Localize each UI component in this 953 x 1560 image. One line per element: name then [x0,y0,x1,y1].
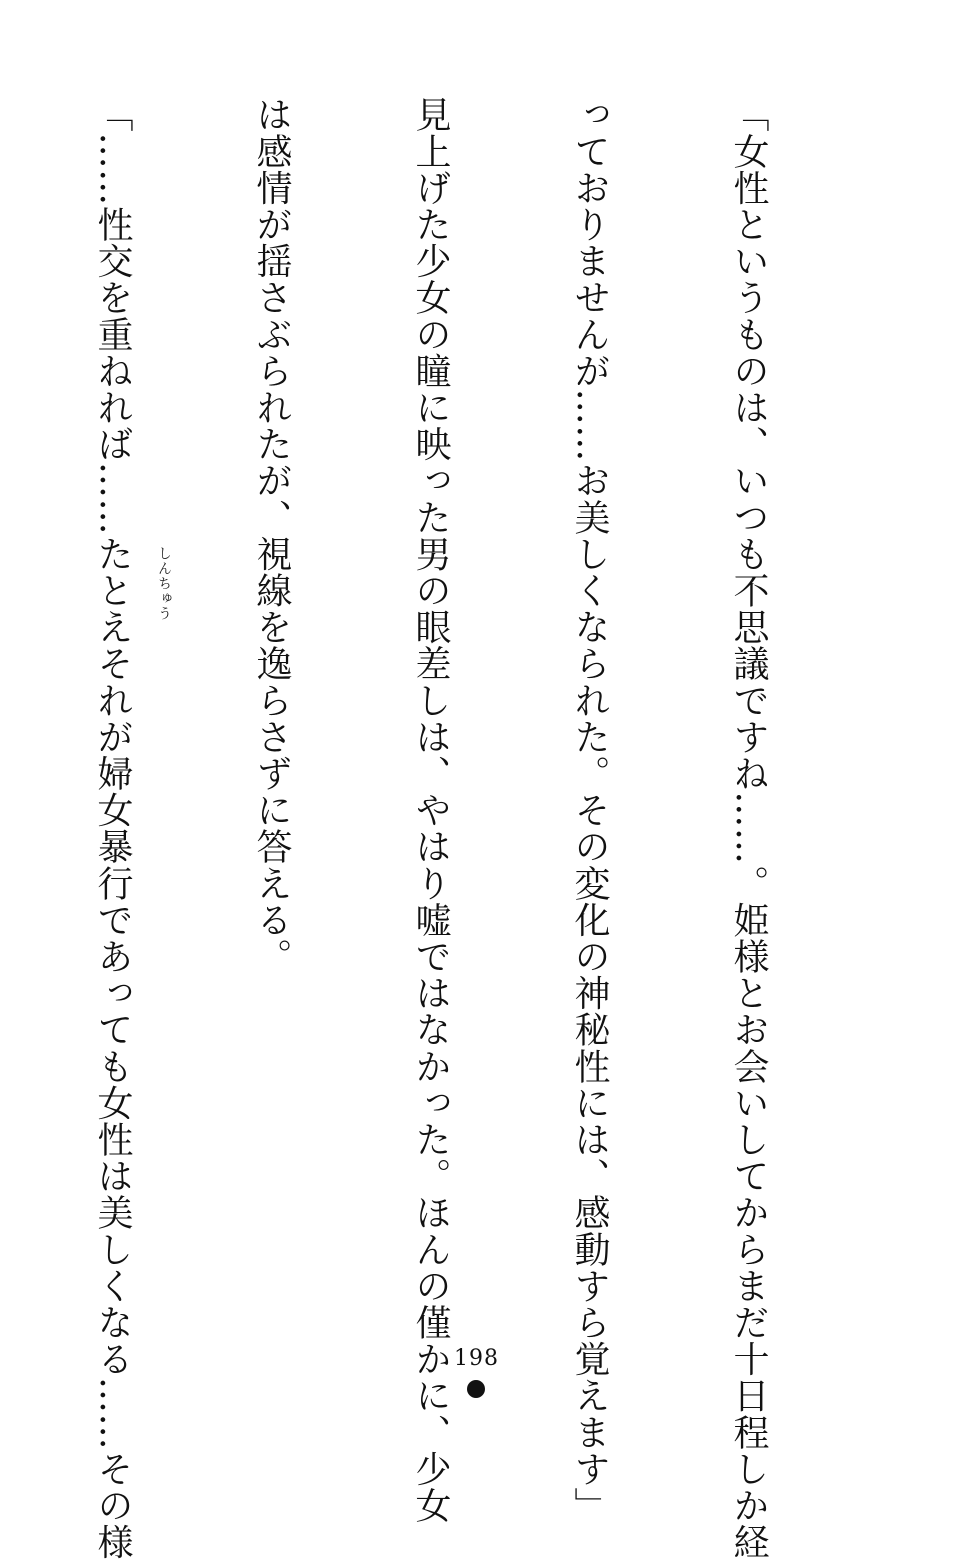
furigana-shinchuu: しんちゅう [156,546,172,621]
text-line: は感情が揺さぶられたが、視線を逸らさずに答える。 [251,96,292,975]
text-line: 「……性交を重ねれば……たとえそれが婦女暴行であっても女性は美しくなる……その様 [92,96,133,1560]
text-line: 見上げた少女の瞳に映った男の眼差しは、やはり嘘ではなかった。ほんの僅かに、少女 [410,96,451,1524]
page-bullet-mark [467,1380,485,1398]
text-line: っておりませんが……お美しくなられた。その変化の神秘性には、感動すら覚えます」 [569,96,610,1524]
text-line: 「女性というものは、いつも不思議ですね……。姫様とお会いしてからまだ十日程しか経 [728,96,769,1560]
page-number: 198 [454,1346,499,1371]
